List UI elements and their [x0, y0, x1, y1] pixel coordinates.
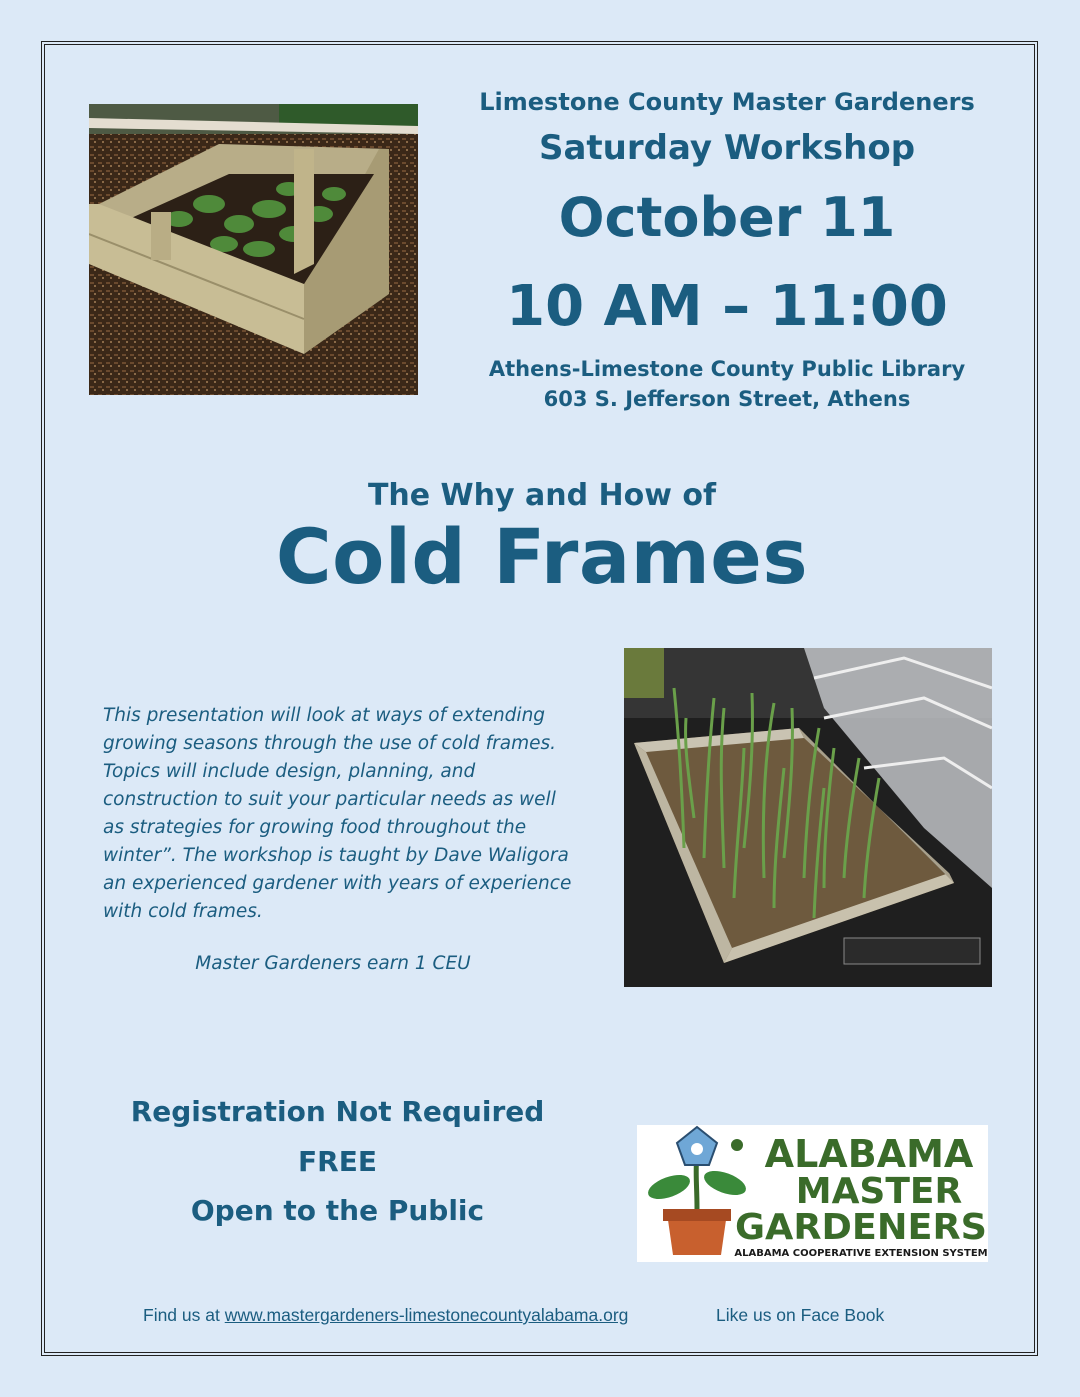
- logo-line-1: ALABAMA: [764, 1132, 974, 1176]
- open-public-note: Open to the Public: [190, 1194, 485, 1227]
- website-link[interactable]: www.mastergardeners-limestonecountyalabama.org: [224, 1305, 629, 1325]
- footer-website-line: [143, 1305, 628, 1326]
- free-note: FREE: [298, 1145, 377, 1178]
- logo-line-3: GARDENERS: [735, 1207, 987, 1248]
- registration-note: Registration Not Required: [130, 1095, 545, 1128]
- cold-frame-photo-2: [624, 648, 992, 987]
- logo-line-2: MASTER: [795, 1171, 963, 1212]
- footer-find-prefix: Find us at: [143, 1305, 225, 1325]
- description-text: This presentation will look at ways of extending growing seasons through the use of cold frames. Topics will include design, planning, and construction to suit your particular needs as well as strategies for growing food throughout the winter”. The workshop is taught by Dave Waligora an experienced gardener with years of experience with cold frames.: [103, 705, 572, 922]
- cold-frame-photo-1: [89, 104, 418, 395]
- event-date: October 11: [558, 186, 896, 249]
- facebook-note[interactable]: Like us on Face Book: [716, 1305, 885, 1325]
- main-title: Cold Frames: [275, 512, 809, 601]
- organization-name: Limestone County Master Gardeners: [479, 88, 975, 116]
- venue-address: 603 S. Jefferson Street, Athens: [543, 387, 911, 411]
- event-time: 10 AM – 11:00: [506, 274, 948, 339]
- ceu-note: Master Gardeners earn 1 CEU: [195, 953, 471, 974]
- subtitle: The Why and How of: [367, 478, 717, 513]
- venue-name: Athens-Limestone County Public Library: [488, 357, 966, 381]
- alabama-master-gardeners-logo: [637, 1125, 988, 1262]
- logo-tagline: ALABAMA COOPERATIVE EXTENSION SYSTEM: [734, 1248, 988, 1259]
- event-type: Saturday Workshop: [538, 128, 916, 168]
